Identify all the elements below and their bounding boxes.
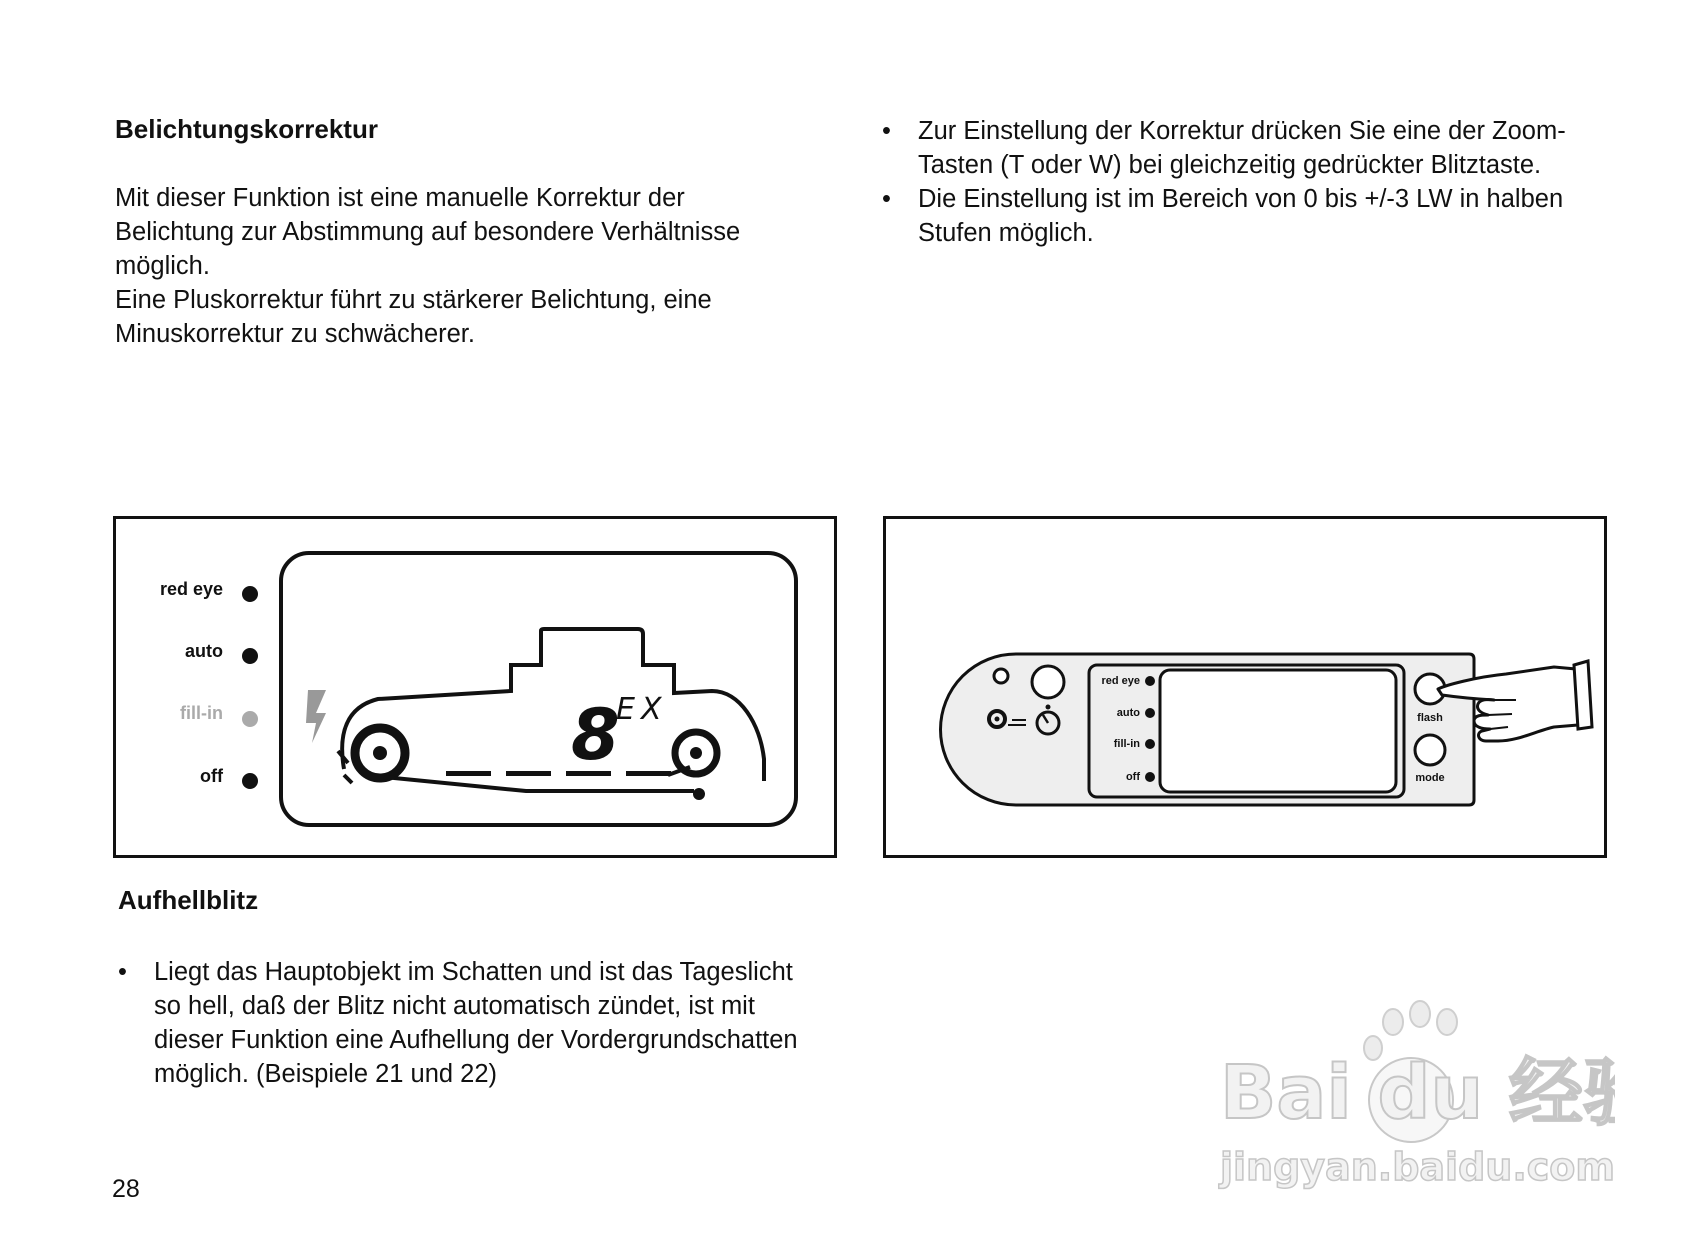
mode-indicator-fill-in bbox=[242, 711, 258, 727]
section1-paragraph bbox=[115, 181, 835, 351]
mode-indicator-off bbox=[242, 773, 258, 789]
mode-label-auto: auto bbox=[185, 641, 223, 661]
section1-bullet-list bbox=[882, 114, 1612, 250]
list-item: • Liegt das Hauptobjekt im Schatten und ist das Tageslicht so hell, daß der Blitz nicht automatisch zündet, ist mit dieser Funktion eine Aufhellung der Vordergrundschatten möglich. (Beispiele 21 und 22) bbox=[118, 955, 798, 1091]
mode-indicator-auto bbox=[242, 648, 258, 664]
flash-bolt-icon bbox=[306, 690, 326, 743]
paragraph-line: möglich. bbox=[115, 252, 210, 280]
lcd-frame bbox=[281, 553, 796, 825]
lcd-display-drawing bbox=[116, 519, 834, 855]
paragraph-line: Minuskorrektur zu schwächerer. bbox=[115, 320, 475, 348]
exposure-segment bbox=[446, 771, 491, 776]
frame-counter-digit: 8 bbox=[571, 694, 620, 776]
section2-bullet-list bbox=[118, 955, 798, 1091]
section-title-belichtungskorrektur: Belichtungskorrektur bbox=[115, 114, 378, 144]
watermark-brand-text: Bai du 经验 bbox=[1220, 1050, 1615, 1136]
shirt-cuff bbox=[1574, 661, 1592, 729]
mode-label-fill-in: fill-in bbox=[180, 703, 223, 723]
panel-mode-label-fill-in: fill-in bbox=[1113, 738, 1140, 750]
baidu-paw-logo bbox=[1215, 1000, 1615, 1200]
list-item: • Zur Einstellung der Korrektur drücken Sie eine der Zoom-Tasten (T oder W) bei gleichzeitig gedrückter Blitztaste. bbox=[882, 114, 1612, 182]
paragraph-line: Eine Pluskorrektur führt zu stärkerer Belichtung, eine bbox=[115, 286, 712, 314]
figure-control-panel bbox=[883, 516, 1607, 858]
mode-button-label: mode bbox=[1415, 772, 1445, 784]
baidu-watermark bbox=[1215, 1000, 1615, 1200]
control-panel-drawing bbox=[886, 519, 1604, 855]
list-item: • Die Einstellung ist im Bereich von 0 bis +/-3 LW in halben Stufen möglich. bbox=[882, 182, 1612, 250]
figure-lcd-display bbox=[113, 516, 837, 858]
mode-button[interactable] bbox=[1415, 735, 1445, 765]
section-title-aufhellblitz: Aufhellblitz bbox=[118, 885, 259, 915]
frame-counter-suffix: EX bbox=[616, 692, 668, 727]
panel-mode-label-off: off bbox=[1125, 771, 1140, 783]
panel-lcd-screen bbox=[1160, 670, 1396, 792]
exposure-segment bbox=[626, 771, 671, 776]
mode-label-red-eye: red eye bbox=[159, 579, 223, 599]
paragraph-line: Mit dieser Funktion ist eine manuelle Korrektur der bbox=[115, 184, 685, 212]
exposure-segment bbox=[506, 771, 551, 776]
panel-mode-label-auto: auto bbox=[1116, 707, 1140, 719]
panel-mode-label-red-eye: red eye bbox=[1101, 675, 1140, 687]
film-path bbox=[384, 777, 694, 791]
watermark-url-text: jingyan.baidu.com bbox=[1220, 1145, 1615, 1189]
flash-button-label: flash bbox=[1417, 712, 1443, 724]
mode-label-off: off bbox=[200, 766, 223, 786]
paragraph-line: Belichtung zur Abstimmung auf besondere Verhältnisse bbox=[115, 218, 741, 246]
control-button-round[interactable] bbox=[1032, 666, 1064, 698]
mode-indicator-red-eye bbox=[242, 586, 258, 602]
page-number: 28 bbox=[112, 1175, 140, 1203]
indicator-lamp bbox=[994, 669, 1008, 683]
